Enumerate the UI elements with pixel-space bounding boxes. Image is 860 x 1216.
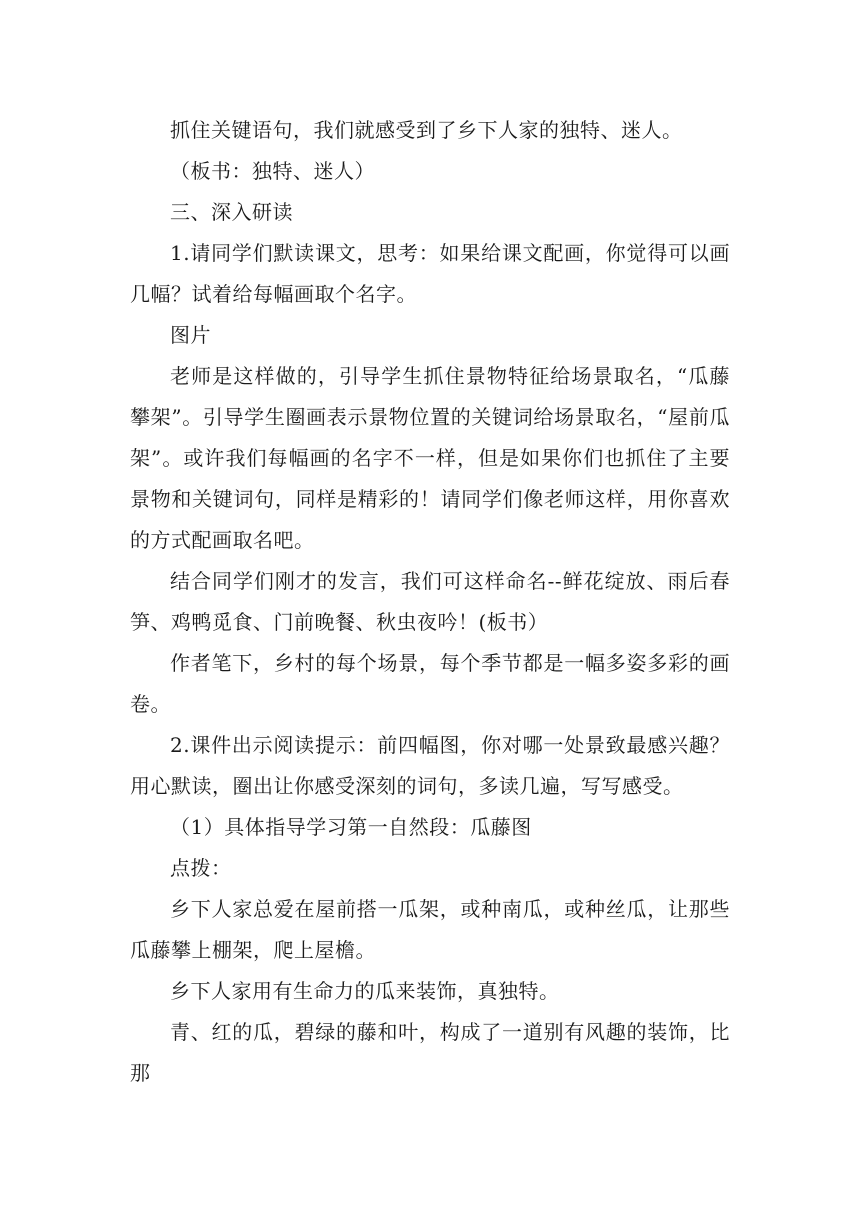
paragraph-author-scenes: 作者笔下，乡村的每个场景，每个季节都是一幅多姿多彩的画卷。 (130, 651, 730, 716)
paragraph-quote-melon-rack: 乡下人家总爱在屋前搭一瓜架，或种南瓜，或种丝瓜，让那些瓜藤攀上棚架，爬上屋檐。 (130, 897, 730, 962)
section-heading-deep-reading: 三、深入研读 (170, 200, 293, 224)
paragraph-teacher-demo: 老师是这样做的，引导学生抓住景物特征给场景取名，“瓜藤攀架”。引导学生圈画表示景物位置的关键词给场景取名，“屋前瓜架”。或许我们每幅画的名字不一样，但是如果你们也抓住了主要景物和关键词句，同样是精彩的！请同学们像老师这样，用你喜欢的方式配画取名吧。 (130, 364, 730, 552)
paragraph-picture-label: 图片 (170, 323, 211, 347)
paragraph-task-2: 2.课件出示阅读提示：前四幅图，你对哪一处景致最感兴趣？用心默读，圈出让你感受深刻的词句，多读几遍，写写感受。 (130, 733, 730, 798)
paragraph-naming: 结合同学们刚才的发言，我们可这样命名--鲜花绽放、雨后春笋、鸡鸭觅食、门前晚餐、秋虫夜吟！(板书） (130, 569, 730, 634)
paragraph-unique-decoration: 乡下人家用有生命力的瓜来装饰，真独特。 (170, 979, 560, 1003)
paragraph-hint-label: 点拨： (170, 856, 232, 880)
paragraph-task-1: 1.请同学们默读课文，思考：如果给课文配画，你觉得可以画几幅？试着给每幅画取个名字。 (130, 241, 730, 306)
paragraph-guide-1: （1）具体指导学习第一自然段：瓜藤图 (170, 815, 532, 839)
document-body (130, 110, 730, 1094)
paragraph-summary: 抓住关键语句，我们就感受到了乡下人家的独特、迷人。 (170, 118, 683, 142)
paragraph-quote-green-red: 青、红的瓜，碧绿的藤和叶，构成了一道别有风趣的装饰，比那 (130, 1020, 730, 1085)
paragraph-board-note: （板书：独特、迷人） (170, 159, 375, 183)
